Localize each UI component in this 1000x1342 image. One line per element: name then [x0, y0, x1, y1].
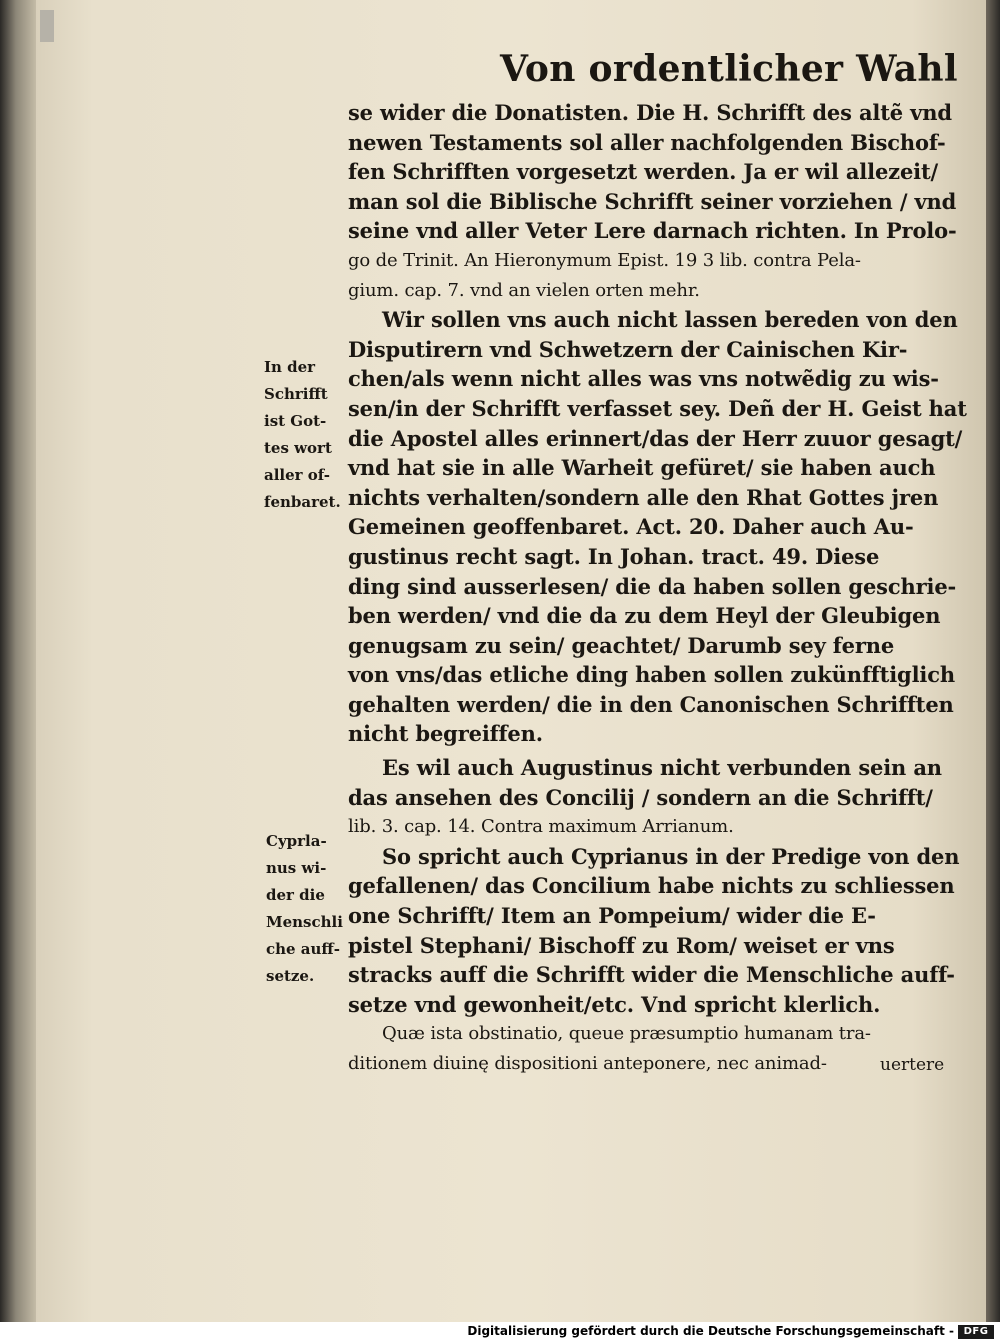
margin-note-line: tes wort	[264, 439, 332, 457]
text-line: die Apostel alles erinnert/das der Herr zuuor gesagt/	[348, 425, 963, 451]
margin-note-line: fenbaret.	[264, 493, 341, 511]
text-line: pistel Stephani/ Bischoff zu Rom/ weiset er vns	[348, 932, 895, 958]
text-line: setze vnd gewonheit/etc. Vnd spricht klerlich.	[348, 991, 881, 1017]
text-line: gustinus recht sagt. In Johan. tract. 49. Diese	[348, 543, 880, 569]
text-line: stracks auff die Schrifft wider die Menschliche auff-	[348, 962, 955, 988]
margin-note-line: nus wi-	[266, 859, 327, 877]
catchword: uertere	[880, 1055, 945, 1075]
margin-note-line: aller of-	[264, 466, 330, 484]
margin-note-line: In der	[264, 358, 316, 376]
text-line: gehalten werden/ die in den Canonischen Schrifften	[348, 691, 954, 717]
margin-note-scripture	[264, 354, 341, 516]
text-line: gefallenen/ das Concilium habe nichts zu schliessen	[348, 873, 955, 899]
digitization-footer	[0, 1322, 1000, 1342]
text-line: nichts verhalten/sondern alle den Rhat Gottes jren	[348, 484, 939, 510]
main-text-block	[348, 98, 972, 1079]
margin-note-line: che auff-	[266, 940, 340, 958]
text-line: ben werden/ vnd die da zu dem Heyl der Gleubigen	[348, 603, 941, 629]
text-line: So spricht auch Cyprianus in der Predige von den	[382, 843, 960, 869]
margin-note-line: setze.	[266, 967, 315, 985]
text-line: one Schrifft/ Item an Pompeium/ wider die E-	[348, 903, 876, 929]
dfg-logo: DFG	[958, 1325, 994, 1339]
text-line: von vns/das etliche ding haben sollen zukünfftiglich	[348, 662, 955, 688]
text-line: chen/als wenn nicht alles was vns notwẽdig zu wis-	[348, 366, 939, 392]
scan-corner-mark	[40, 10, 54, 42]
margin-note-line: der die	[266, 886, 325, 904]
margin-note-line: ist Got-	[264, 412, 327, 430]
text-line: nicht begreiffen.	[348, 721, 543, 747]
text-line: Wir sollen vns auch nicht lassen bereden von den	[382, 307, 958, 333]
margin-note-line: Menschli	[266, 913, 343, 931]
margin-note-line: Cyprla-	[266, 832, 327, 850]
text-line: fen Schrifften vorgesetzt werden. Ja er wil allezeit/	[348, 159, 939, 185]
text-line: Disputirern vnd Schwetzern der Cainischen Kir-	[348, 336, 908, 362]
page-right-edge	[986, 0, 1000, 1322]
page-left-edge	[0, 0, 40, 1322]
text-line: ditionem diuinę dispositioni anteponere, nec animad-	[348, 1053, 827, 1074]
running-title: Von ordentlicher Wahl	[500, 48, 958, 90]
text-line: go de Trinit. An Hieronymum Epist. 19 3 lib. contra Pela-	[348, 249, 861, 271]
text-line: Quæ ista obstinatio, queue præsumptio humanam tra-	[382, 1023, 871, 1045]
text-line: das ansehen des Concilij / sondern an die Schrifft/	[348, 784, 933, 810]
margin-note-cyprianus	[266, 828, 343, 990]
text-line: gium. cap. 7. vnd an vielen orten mehr.	[348, 279, 700, 301]
text-line: man sol die Biblische Schrifft seiner vorziehen / vnd	[348, 188, 957, 214]
text-line: ding sind ausserlesen/ die da haben sollen geschrie-	[348, 573, 957, 599]
text-line: Es wil auch Augustinus nicht verbunden sein an	[382, 755, 942, 781]
text-line: lib. 3. cap. 14. Contra maximum Arrianum.	[348, 816, 734, 838]
text-line: genugsam zu sein/ geachtet/ Darumb sey ferne	[348, 632, 895, 658]
funding-credit: Digitalisierung gefördert durch die Deutsche Forschungsgemeinschaft -	[467, 1324, 954, 1338]
text-line: se wider die Donatisten. Die H. Schrifft des altẽ vnd	[348, 100, 952, 125]
text-line: Gemeinen geoffenbaret. Act. 20. Daher auch Au-	[348, 514, 914, 540]
text-line: vnd hat sie in alle Warheit gefüret/ sie haben auch	[348, 455, 936, 481]
text-line: newen Testaments sol aller nachfolgenden Bischof-	[348, 129, 946, 155]
text-line: sen/in der Schrifft verfasset sey. Deñ der H. Geist hat	[348, 395, 967, 421]
margin-note-line: Schrifft	[264, 385, 328, 403]
text-line: seine vnd aller Veter Lere darnach richten. In Prolo-	[348, 218, 957, 244]
